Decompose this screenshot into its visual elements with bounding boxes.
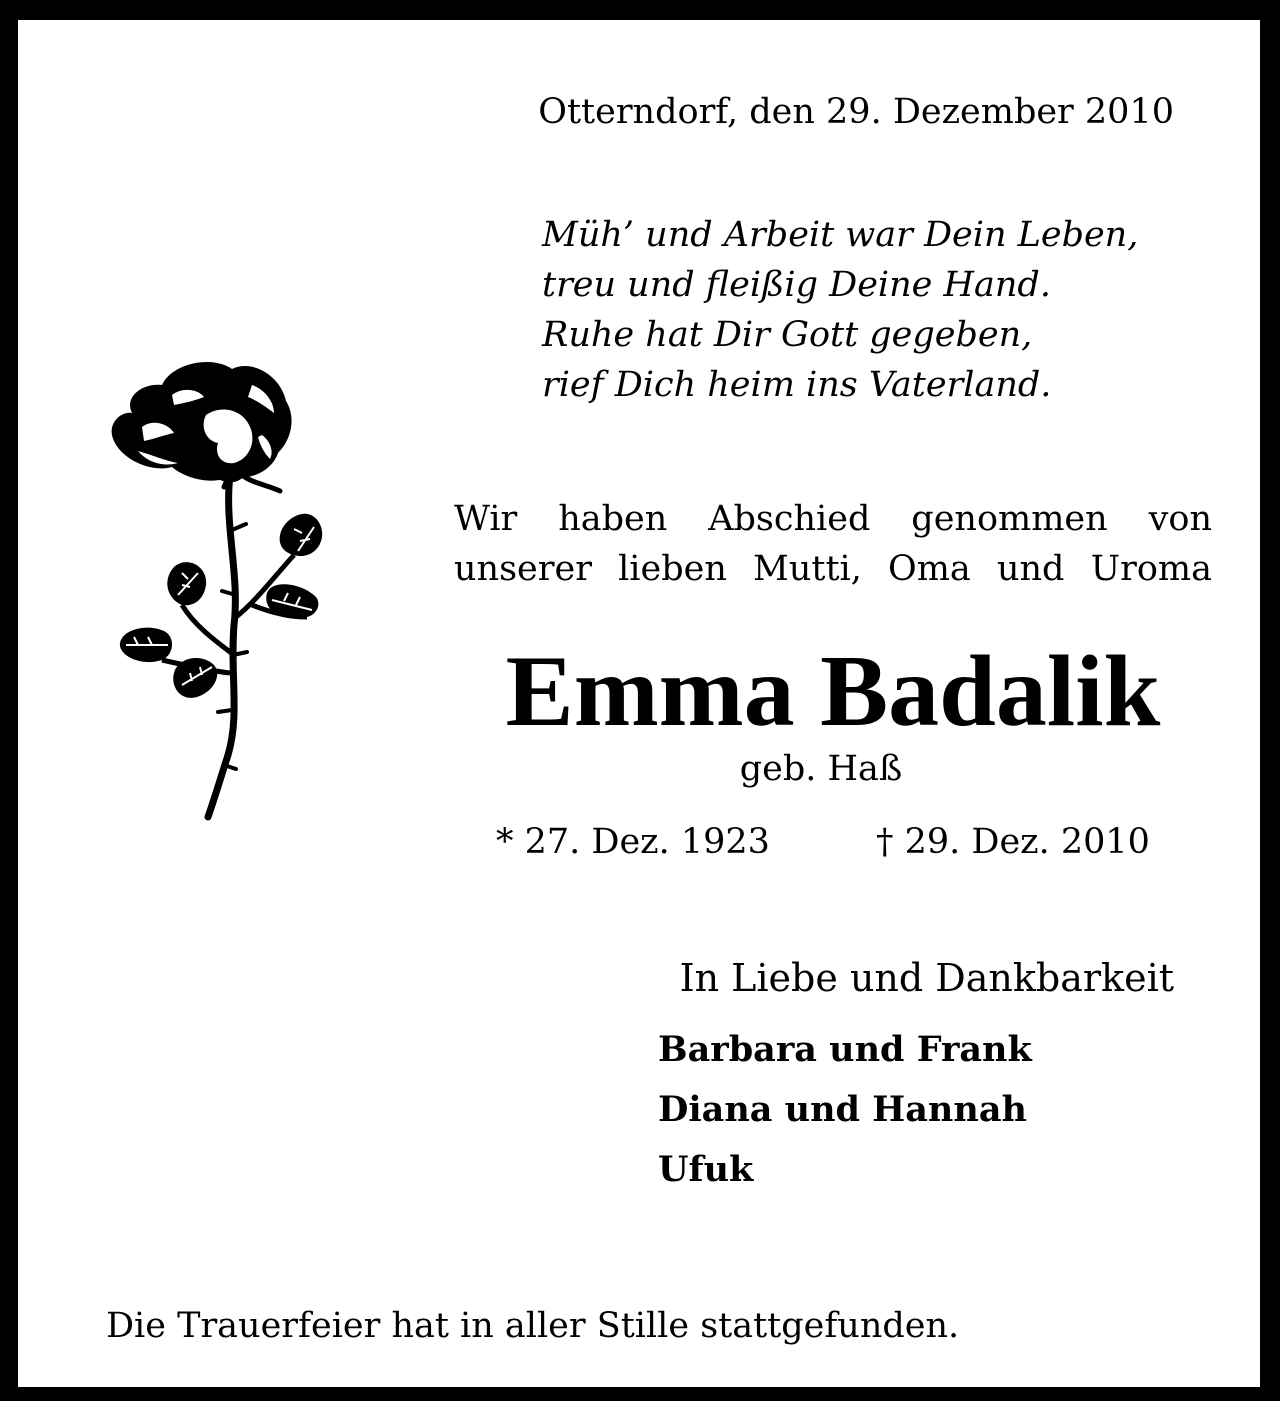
signer: Ufuk (658, 1149, 754, 1190)
poem-line: Müh’ und Arbeit war Dein Leben, (542, 215, 1139, 255)
intro-line: Wir haben Abschied genommen von (454, 499, 1212, 539)
poem-line: treu und fleißig Deine Hand. (542, 265, 1051, 305)
closing-phrase: In Liebe und Dankbarkeit (679, 956, 1174, 1000)
maiden-name: geb. Haß (739, 749, 903, 789)
ceremony-note: Die Trauerfeier hat in aller Stille stattgefunden. (106, 1306, 960, 1346)
rose-icon (102, 355, 332, 825)
poem (542, 210, 1138, 410)
signers-list (658, 1025, 1032, 1205)
birth-date: * 27. Dez. 1923 (496, 822, 770, 862)
place-date: Otterndorf, den 29. Dezember 2010 (538, 92, 1174, 132)
death-date: † 29. Dez. 2010 (876, 822, 1150, 862)
signer: Diana und Hannah (658, 1089, 1027, 1130)
poem-line: rief Dich heim ins Vaterland. (542, 365, 1052, 405)
poem-line: Ruhe hat Dir Gott gegeben, (542, 315, 1033, 355)
intro-line: unserer lieben Mutti, Oma und Uroma (454, 549, 1212, 589)
intro-text (454, 494, 1212, 594)
signer: Barbara und Frank (658, 1029, 1032, 1070)
deceased-name: Emma Badalik (505, 635, 1161, 748)
